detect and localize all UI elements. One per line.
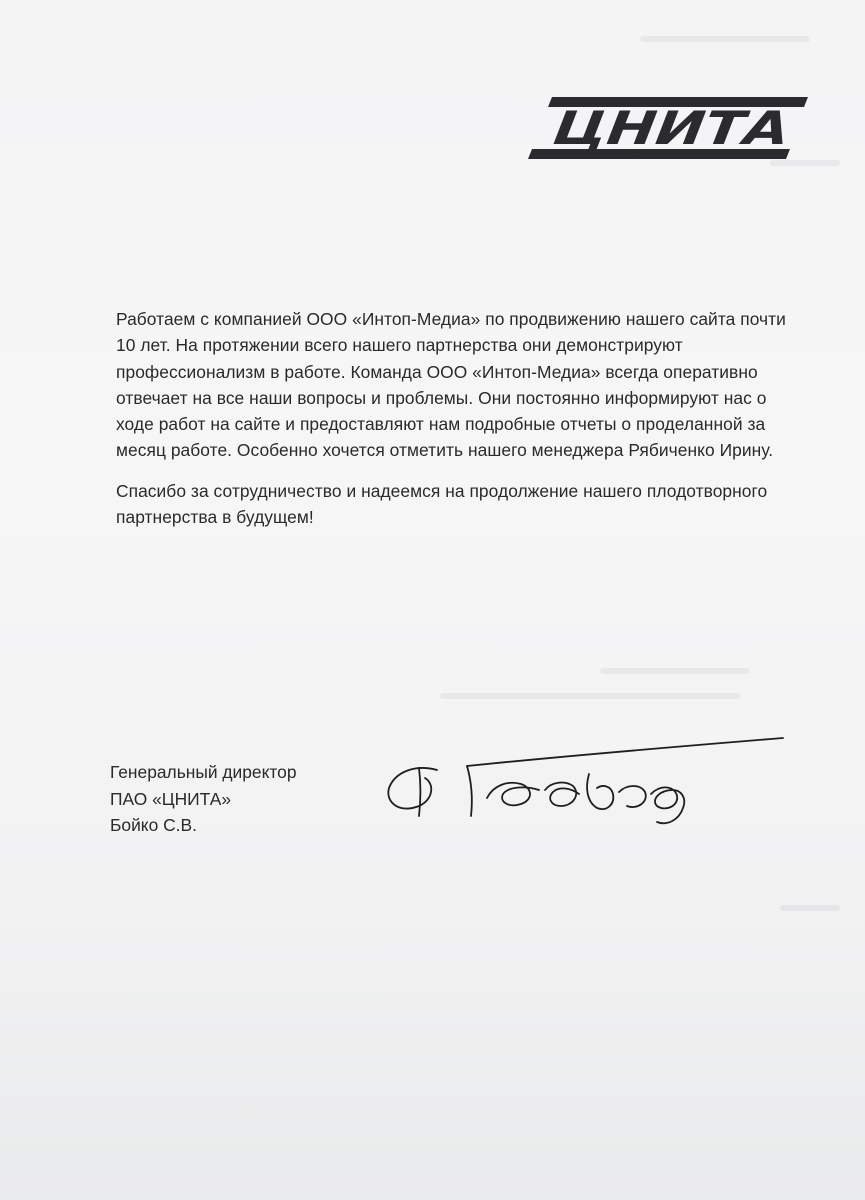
show-through-mark	[640, 36, 810, 42]
show-through-mark	[770, 160, 840, 166]
show-through-mark	[600, 668, 750, 674]
letter-paragraph: Работаем с компанией ООО «Интоп-Медиа» по продвижению нашего сайта почти 10 лет. На протяжении всего нашего партнерства они демонстрируют профессионализм в работе. Команда ООО «Интоп-Медиа» всегда оперативно отвечает на все наши вопросы и проблемы. Они постоянно информируют нас о ходе работ на сайте и предоставляют нам подробные отчеты о проделанной за месяц работе. Особенно хочется отметить нашего менеджера Рябиченко Ирину.	[116, 309, 786, 461]
signer-name: Бойко С.В.	[110, 815, 197, 835]
signer-block	[110, 759, 297, 839]
show-through-mark	[780, 905, 840, 911]
letter-body	[116, 306, 796, 544]
letter-paragraph: Спасибо за сотрудничество и надеемся на продолжение нашего плодотворного партнерства в будущем!	[116, 480, 768, 528]
company-logo	[528, 97, 808, 159]
handwritten-signature	[375, 728, 795, 838]
signer-company: ПАО «ЦНИТА»	[110, 788, 231, 809]
signer-position: Генеральный директор	[110, 762, 297, 782]
show-through-mark	[440, 693, 740, 699]
svg-text:ЦНИТА: ЦНИТА	[549, 101, 745, 155]
